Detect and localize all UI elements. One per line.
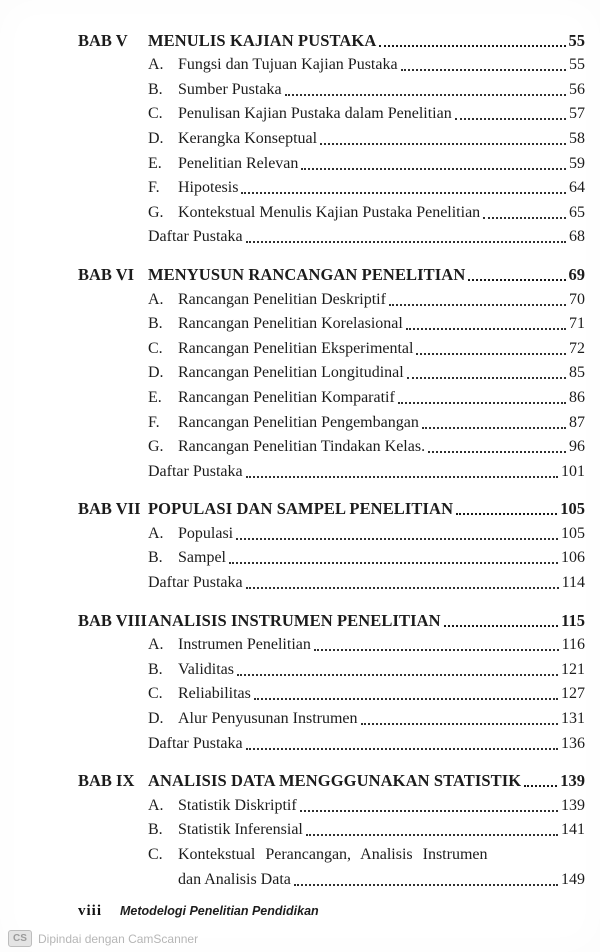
- item-letter: C.: [148, 846, 163, 863]
- chapter-title: MENYUSUN RANCANGAN PENELITIAN: [148, 264, 466, 284]
- item-title: Daftar Pustaka: [148, 574, 243, 592]
- dot-leader: [306, 834, 558, 836]
- dot-leader: [416, 353, 566, 355]
- item-letter: A.: [148, 290, 164, 308]
- toc-entry: [78, 285, 585, 310]
- dot-leader: [294, 884, 558, 886]
- chapter-heading: [78, 767, 585, 792]
- item-page-number: 127: [561, 685, 585, 703]
- item-page-number: 58: [569, 129, 585, 147]
- dot-leader: [246, 476, 558, 478]
- toc-entry: [78, 174, 585, 199]
- toc-entry: [78, 433, 585, 458]
- item-title-line-2: dan Analisis Data: [178, 870, 291, 888]
- toc-entry: [78, 75, 585, 100]
- item-letter: F.: [148, 179, 160, 197]
- item-title: Daftar Pustaka: [148, 462, 243, 480]
- toc-entry: [78, 544, 585, 569]
- toc-entry: [78, 310, 585, 335]
- dot-leader: [314, 649, 559, 651]
- dot-leader: [406, 328, 566, 330]
- item-title: Instrumen Penelitian: [178, 636, 311, 654]
- item-title-line-1: Kontekstual Perancangan, Analisis Instrumen: [178, 846, 488, 863]
- item-letter: B.: [148, 821, 163, 839]
- toc-entry: [78, 100, 585, 125]
- item-letter: D.: [148, 710, 164, 728]
- item-page-number: 68: [569, 228, 585, 246]
- item-title: Daftar Pustaka: [148, 734, 243, 752]
- chapter-heading: [78, 260, 585, 285]
- toc-entry: [78, 680, 585, 705]
- item-letter: G.: [148, 438, 164, 456]
- chapter-heading: [78, 26, 585, 51]
- item-title: Penulisan Kajian Pustaka dalam Penelitian: [178, 105, 452, 123]
- toc-entry: [78, 840, 585, 865]
- item-title: Daftar Pustaka: [148, 228, 243, 246]
- dot-leader: [254, 698, 558, 700]
- item-letter: E.: [148, 154, 162, 172]
- item-title: Fungsi dan Tujuan Kajian Pustaka: [178, 56, 398, 74]
- toc-entry: [78, 51, 585, 76]
- dot-leader: [398, 402, 566, 404]
- dot-leader: [301, 168, 566, 170]
- toc-entry: [78, 655, 585, 680]
- toc-entry: [78, 198, 585, 223]
- item-title: Validitas: [178, 660, 234, 678]
- item-page-number: 70: [569, 290, 585, 308]
- dot-leader: [422, 427, 566, 429]
- item-title: Rancangan Penelitian Deskriptif: [178, 290, 386, 308]
- item-page-number: 101: [561, 462, 585, 480]
- item-page-number: 96: [569, 438, 585, 456]
- item-letter: A.: [148, 796, 164, 814]
- item-page-number: 56: [569, 80, 585, 98]
- toc-entry-daftar-pustaka: [78, 729, 585, 754]
- item-letter: C.: [148, 685, 163, 703]
- item-title: Rancangan Penelitian Komparatif: [178, 388, 395, 406]
- item-letter: C.: [148, 339, 163, 357]
- dot-leader: [361, 723, 558, 725]
- chapter-title: POPULASI DAN SAMPEL PENELITIAN: [148, 499, 454, 519]
- dot-leader: [246, 748, 558, 750]
- dot-leader: [246, 241, 566, 243]
- item-page-number: 131: [561, 710, 585, 728]
- chapter-heading: [78, 495, 585, 520]
- chapter-bab-ix: [78, 767, 585, 890]
- toc-entry-daftar-pustaka: [78, 568, 585, 593]
- item-title: Statistik Inferensial: [178, 821, 303, 839]
- item-page-number: 114: [561, 574, 585, 592]
- item-page-number: 136: [561, 734, 585, 752]
- item-page-number: 71: [569, 315, 585, 333]
- chapter-bab-v: [78, 26, 585, 247]
- chapter-label: BAB VI: [78, 264, 135, 284]
- dot-leader: [455, 118, 566, 120]
- item-title: Sumber Pustaka: [178, 80, 282, 98]
- dot-leader: [300, 810, 558, 812]
- toc-entry: [78, 124, 585, 149]
- item-letter: B.: [148, 660, 163, 678]
- camscanner-watermark: [8, 930, 198, 947]
- chapter-bab-vii: [78, 495, 585, 593]
- chapter-page-number: 139: [560, 771, 585, 791]
- dot-leader: [428, 451, 566, 453]
- toc-entry: [78, 149, 585, 174]
- item-letter: B.: [148, 549, 163, 567]
- chapter-label: BAB IX: [78, 771, 135, 791]
- item-letter: E.: [148, 388, 162, 406]
- toc-entry: [78, 704, 585, 729]
- toc-entry: [78, 334, 585, 359]
- toc-entry: [78, 816, 585, 841]
- item-page-number: 72: [569, 339, 585, 357]
- toc-entry: [78, 519, 585, 544]
- item-title: Alur Penyusunan Instrumen: [178, 710, 358, 728]
- item-letter: F.: [148, 413, 160, 431]
- camscanner-badge-icon: CS: [8, 930, 32, 947]
- item-letter: A.: [148, 524, 164, 542]
- item-title: Rancangan Penelitian Pengembangan: [178, 413, 419, 431]
- dot-leader: [285, 94, 566, 96]
- item-title: Kerangka Konseptual: [178, 129, 318, 147]
- dot-leader: [389, 304, 566, 306]
- dot-leader: [379, 45, 565, 47]
- item-page-number: 64: [569, 179, 585, 197]
- item-page-number: 55: [569, 56, 585, 74]
- item-letter: C.: [148, 105, 163, 123]
- chapter-bab-viii: [78, 606, 585, 754]
- dot-leader: [444, 625, 559, 627]
- item-title: Rancangan Penelitian Korelasional: [178, 315, 403, 333]
- table-of-contents: [78, 26, 585, 890]
- item-page-number: 149: [561, 870, 585, 888]
- chapter-label: BAB VIII: [78, 610, 147, 630]
- item-page-number: 57: [569, 105, 585, 123]
- item-title: Sampel: [178, 549, 226, 567]
- running-book-title: Metodelogi Penelitian Pendidikan: [120, 904, 319, 918]
- item-page-number: 139: [561, 796, 585, 814]
- chapter-label: BAB VII: [78, 499, 141, 519]
- toc-entry-daftar-pustaka: [78, 457, 585, 482]
- item-letter: G.: [148, 203, 164, 221]
- item-title: Rancangan Penelitian Eksperimental: [178, 339, 414, 357]
- chapter-bab-vi: [78, 260, 585, 481]
- item-title: Populasi: [178, 524, 234, 542]
- item-page-number: 121: [561, 660, 585, 678]
- item-page-number: 87: [569, 413, 585, 431]
- item-page-number: 86: [569, 388, 585, 406]
- toc-entry: [78, 631, 585, 656]
- item-letter: A.: [148, 636, 164, 654]
- dot-leader: [401, 69, 566, 71]
- item-title: Kontekstual Menulis Kajian Pustaka Penelitian: [178, 203, 481, 221]
- chapter-page-number: 105: [560, 499, 585, 519]
- chapter-page-number: 69: [568, 264, 585, 284]
- page-footer: [78, 903, 319, 920]
- item-title: Statistik Diskriptif: [178, 796, 297, 814]
- toc-entry: [78, 383, 585, 408]
- folio-page-number: viii: [78, 903, 103, 919]
- item-title: Rancangan Penelitian Tindakan Kelas.: [178, 438, 426, 456]
- item-title: Hipotesis: [178, 179, 239, 197]
- item-letter: A.: [148, 56, 164, 74]
- dot-leader: [468, 279, 565, 281]
- toc-entry: [78, 408, 585, 433]
- item-page-number: 116: [561, 636, 585, 654]
- toc-entry-daftar-pustaka: [78, 223, 585, 248]
- chapter-page-number: 115: [561, 610, 585, 630]
- item-page-number: 141: [561, 821, 585, 839]
- item-title: Rancangan Penelitian Longitudinal: [178, 364, 404, 382]
- dot-leader: [407, 377, 566, 379]
- item-letter: D.: [148, 364, 164, 382]
- dot-leader: [237, 674, 558, 676]
- dot-leader: [483, 217, 566, 219]
- chapter-title: ANALISIS INSTRUMEN PENELITIAN: [148, 610, 441, 630]
- toc-entry: [78, 359, 585, 384]
- dot-leader: [229, 562, 558, 564]
- item-letter: B.: [148, 315, 163, 333]
- item-page-number: 65: [569, 203, 585, 221]
- item-page-number: 106: [561, 549, 585, 567]
- item-title: Reliabilitas: [178, 685, 251, 703]
- dot-leader: [236, 538, 558, 540]
- dot-leader: [524, 785, 557, 787]
- item-page-number: 105: [561, 524, 585, 542]
- item-title: Penelitian Relevan: [178, 154, 299, 172]
- toc-entry: [78, 791, 585, 816]
- dot-leader: [456, 513, 557, 515]
- item-letter: D.: [148, 129, 164, 147]
- chapter-page-number: 55: [568, 30, 585, 50]
- chapter-title: MENULIS KAJIAN PUSTAKA: [148, 30, 377, 50]
- chapter-heading: [78, 606, 585, 631]
- chapter-label: BAB V: [78, 30, 128, 50]
- dot-leader: [320, 143, 566, 145]
- toc-entry-continuation: [78, 865, 585, 890]
- chapter-title: ANALISIS DATA MENGGGUNAKAN STATISTIK: [148, 771, 522, 791]
- dot-leader: [246, 587, 559, 589]
- dot-leader: [241, 192, 566, 194]
- item-letter: B.: [148, 80, 163, 98]
- item-page-number: 85: [569, 364, 585, 382]
- camscanner-watermark-text: Dipindai dengan CamScanner: [38, 931, 199, 946]
- item-page-number: 59: [569, 154, 585, 172]
